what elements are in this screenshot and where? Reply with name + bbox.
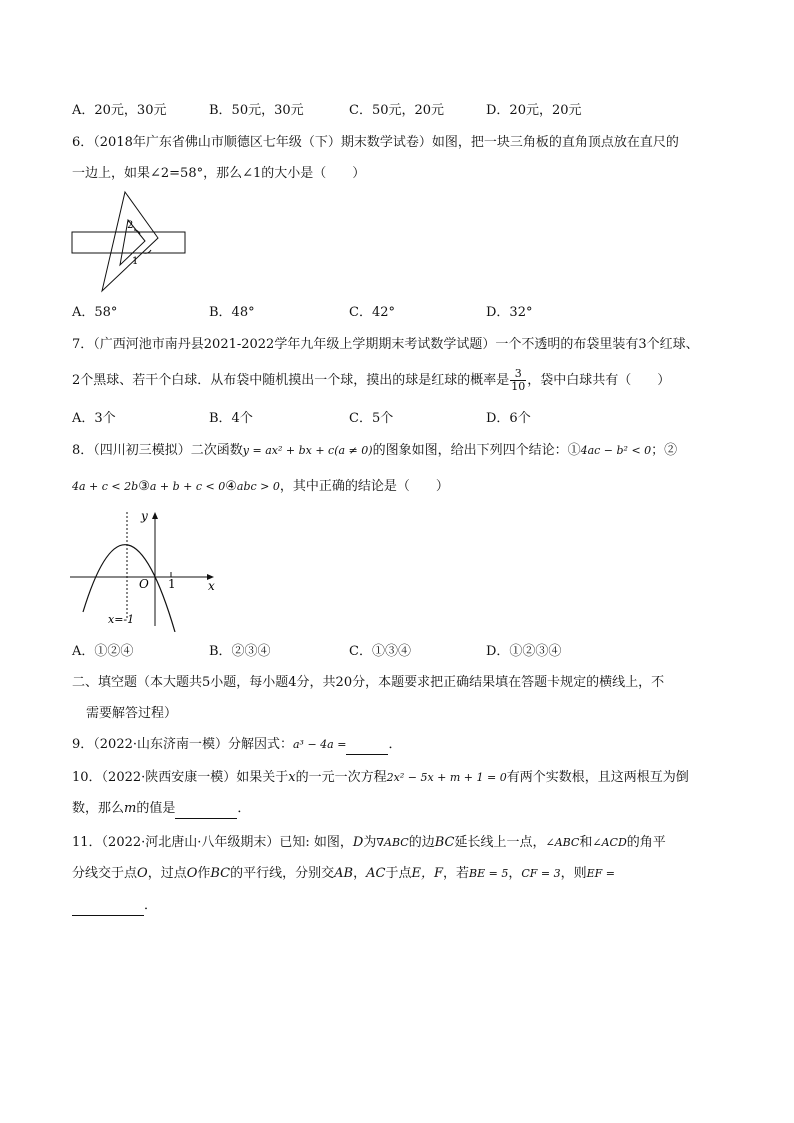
q11-segment-bc: BC bbox=[210, 866, 231, 881]
option-c: C．50元，20元 bbox=[349, 103, 445, 118]
q10-var-x: x bbox=[288, 770, 296, 785]
q8-conclusion-1: 4ac − b² < 0 bbox=[580, 444, 652, 457]
q11-segment-bc: BC bbox=[434, 835, 455, 850]
q6-figure bbox=[68, 188, 192, 294]
q10-answer-blank[interactable] bbox=[175, 804, 237, 819]
q11-suffix: ． bbox=[144, 898, 158, 913]
q6-stem-line1: 6．（2018年广东省佛山市顺德区七年级（下）期末数学试卷）如图，把一块三角板的直角顶点放在直尺的 bbox=[72, 135, 679, 150]
ruler bbox=[72, 232, 185, 253]
q10-text-c: 有两个实数根，且这两根互为倒 bbox=[506, 770, 689, 785]
origin-label: O bbox=[139, 577, 149, 591]
option-a: A．3个 bbox=[72, 411, 116, 426]
y-label: y bbox=[141, 509, 148, 523]
q11-text: 分线交于点 bbox=[72, 866, 138, 881]
q11-text: 作 bbox=[197, 866, 211, 881]
q11-points-ef: E，F bbox=[411, 866, 443, 881]
q9-prefix: 9．（2022·山东济南一模）分解因式： bbox=[72, 737, 293, 752]
x-label: x bbox=[208, 579, 215, 593]
tick-1-label: 1 bbox=[168, 577, 176, 591]
option-c: C．①③④ bbox=[349, 644, 411, 659]
q11-be-value: BE = 5 bbox=[469, 867, 509, 880]
q9-stem bbox=[72, 735, 401, 755]
option-c: C．42° bbox=[349, 305, 395, 320]
q8-conclusion-2: 4a + c < 2b bbox=[72, 480, 139, 493]
q11-stem-line2 bbox=[72, 864, 615, 884]
section-2-heading-line1: 二、填空题（本大题共5小题，每小题4分，共20分，本题要求把正确结果填在答题卡规定的横线上，不 bbox=[72, 675, 665, 690]
q11-point-o: O bbox=[186, 866, 198, 881]
q8-conclusion-4: abc > 0 bbox=[236, 480, 280, 493]
q10-text-e: 的值是 bbox=[136, 801, 176, 816]
q10-text-d: 数，那么 bbox=[72, 801, 125, 816]
q9-suffix: ． bbox=[388, 737, 402, 752]
q11-text: ，若 bbox=[443, 866, 470, 881]
q8-function: y = ax² + bx + c(a ≠ 0) bbox=[242, 444, 373, 457]
option-d: D．6个 bbox=[486, 411, 531, 426]
option-a: A．①②④ bbox=[72, 644, 134, 659]
q10-equation: 2x² − 5x + m + 1 = 0 bbox=[386, 771, 507, 784]
q8-text-b: 的图象如图，给出下列四个结论：① bbox=[372, 443, 581, 458]
q9-expression: a³ − 4a = bbox=[293, 738, 347, 751]
fraction-denominator: 10 bbox=[511, 380, 526, 393]
q11-point-d: D bbox=[352, 835, 364, 850]
q7-stem-line1: 7．（广西河池市南丹县2021-2022学年九年级上学期期末考试数学试题）一个不透明的布袋里装有3个红球、 bbox=[72, 337, 699, 352]
q11-text: 11．（2022·河北唐山·八年级期末）已知: 如图， bbox=[72, 835, 353, 850]
q8-stem-line2 bbox=[72, 477, 449, 497]
q11-text: 的平行线，分别交 bbox=[230, 866, 335, 881]
triangle-outer bbox=[102, 192, 158, 291]
q10-text-b: 的一元一次方程 bbox=[295, 770, 387, 785]
angle-1-label: 1 bbox=[132, 256, 139, 267]
q11-angle-acd: ∠ACD bbox=[592, 836, 627, 849]
q11-triangle: ∇ABC bbox=[376, 836, 409, 849]
q11-answer-blank[interactable] bbox=[72, 901, 144, 916]
q8-stem-line1 bbox=[72, 441, 677, 461]
q10-var-m: m bbox=[124, 801, 137, 816]
q7-stem-text-a: 2个黑球、若干个白球．从布袋中随机摸出一个球，摸出的球是红球的概率是 bbox=[72, 373, 510, 388]
q8-circle-4: ④ bbox=[225, 479, 237, 494]
q11-segment-ac: AC bbox=[366, 866, 386, 881]
option-d: D．①②③④ bbox=[486, 644, 562, 659]
q8-text-d: ，其中正确的结论是（ ） bbox=[279, 479, 449, 494]
q11-text: 为 bbox=[363, 835, 377, 850]
q11-text: ，过点 bbox=[147, 866, 187, 881]
q7-probability-fraction bbox=[510, 368, 526, 393]
option-d: D．20元，20元 bbox=[486, 103, 582, 118]
option-d: D．32° bbox=[486, 305, 533, 320]
q11-point-o: O bbox=[137, 866, 148, 881]
option-b: B．②③④ bbox=[209, 644, 271, 659]
q8-text-a: 8．（四川初三模拟）二次函数 bbox=[72, 443, 243, 458]
q7-stem-line2 bbox=[72, 368, 670, 393]
q5-options bbox=[72, 101, 732, 121]
q11-text: 的角平 bbox=[626, 835, 666, 850]
section-2-heading-line2: 需要解答过程） bbox=[86, 706, 178, 721]
q10-text-a: 10．（2022·陕西安康一模）如果关于 bbox=[72, 770, 289, 785]
q11-text: ， bbox=[508, 866, 522, 881]
q7-stem-text-b: ，袋中白球共有（ ） bbox=[527, 373, 671, 388]
q7-options bbox=[72, 409, 732, 429]
option-c: C．5个 bbox=[349, 411, 394, 426]
q8-options bbox=[72, 642, 732, 662]
q11-answer-line bbox=[72, 896, 157, 916]
q11-angle-abc: ∠ABC bbox=[545, 836, 580, 849]
y-axis-arrow bbox=[152, 512, 158, 519]
q10-suffix: ． bbox=[237, 801, 251, 816]
q11-ef-query: EF = bbox=[586, 867, 616, 880]
q11-text: 于点 bbox=[385, 866, 412, 881]
q8-circle-3: ③ bbox=[138, 479, 150, 494]
q11-text: 延长线上一点， bbox=[454, 835, 546, 850]
q8-conclusion-3: a + b + c < 0 bbox=[149, 480, 226, 493]
q6-options bbox=[72, 303, 732, 323]
option-b: B．4个 bbox=[209, 411, 253, 426]
option-b: B．50元，30元 bbox=[209, 103, 304, 118]
q11-stem-line1 bbox=[72, 833, 666, 853]
q11-text: 的边 bbox=[408, 835, 435, 850]
option-a: A．20元，30元 bbox=[72, 103, 167, 118]
q10-stem-line1 bbox=[72, 768, 689, 788]
q10-stem-line2 bbox=[72, 799, 250, 819]
option-a: A．58° bbox=[72, 305, 118, 320]
fraction-numerator: 3 bbox=[510, 368, 526, 381]
q11-text: 和 bbox=[579, 835, 593, 850]
q9-answer-blank[interactable] bbox=[346, 740, 388, 755]
symmetry-label: x=-1 bbox=[108, 613, 135, 626]
q11-text: ， bbox=[353, 866, 367, 881]
q8-text-c: ；② bbox=[651, 443, 678, 458]
option-b: B．48° bbox=[209, 305, 255, 320]
q8-parabola-figure bbox=[66, 506, 226, 632]
angle-2-label: 2 bbox=[127, 220, 134, 231]
q11-segment-ab: AB bbox=[334, 866, 354, 881]
q6-stem-line2: 一边上，如果∠2=58°，那么∠1的大小是（ ） bbox=[72, 166, 366, 181]
q11-cf-value: CF = 3 bbox=[521, 867, 561, 880]
q11-text: ，则 bbox=[560, 866, 587, 881]
